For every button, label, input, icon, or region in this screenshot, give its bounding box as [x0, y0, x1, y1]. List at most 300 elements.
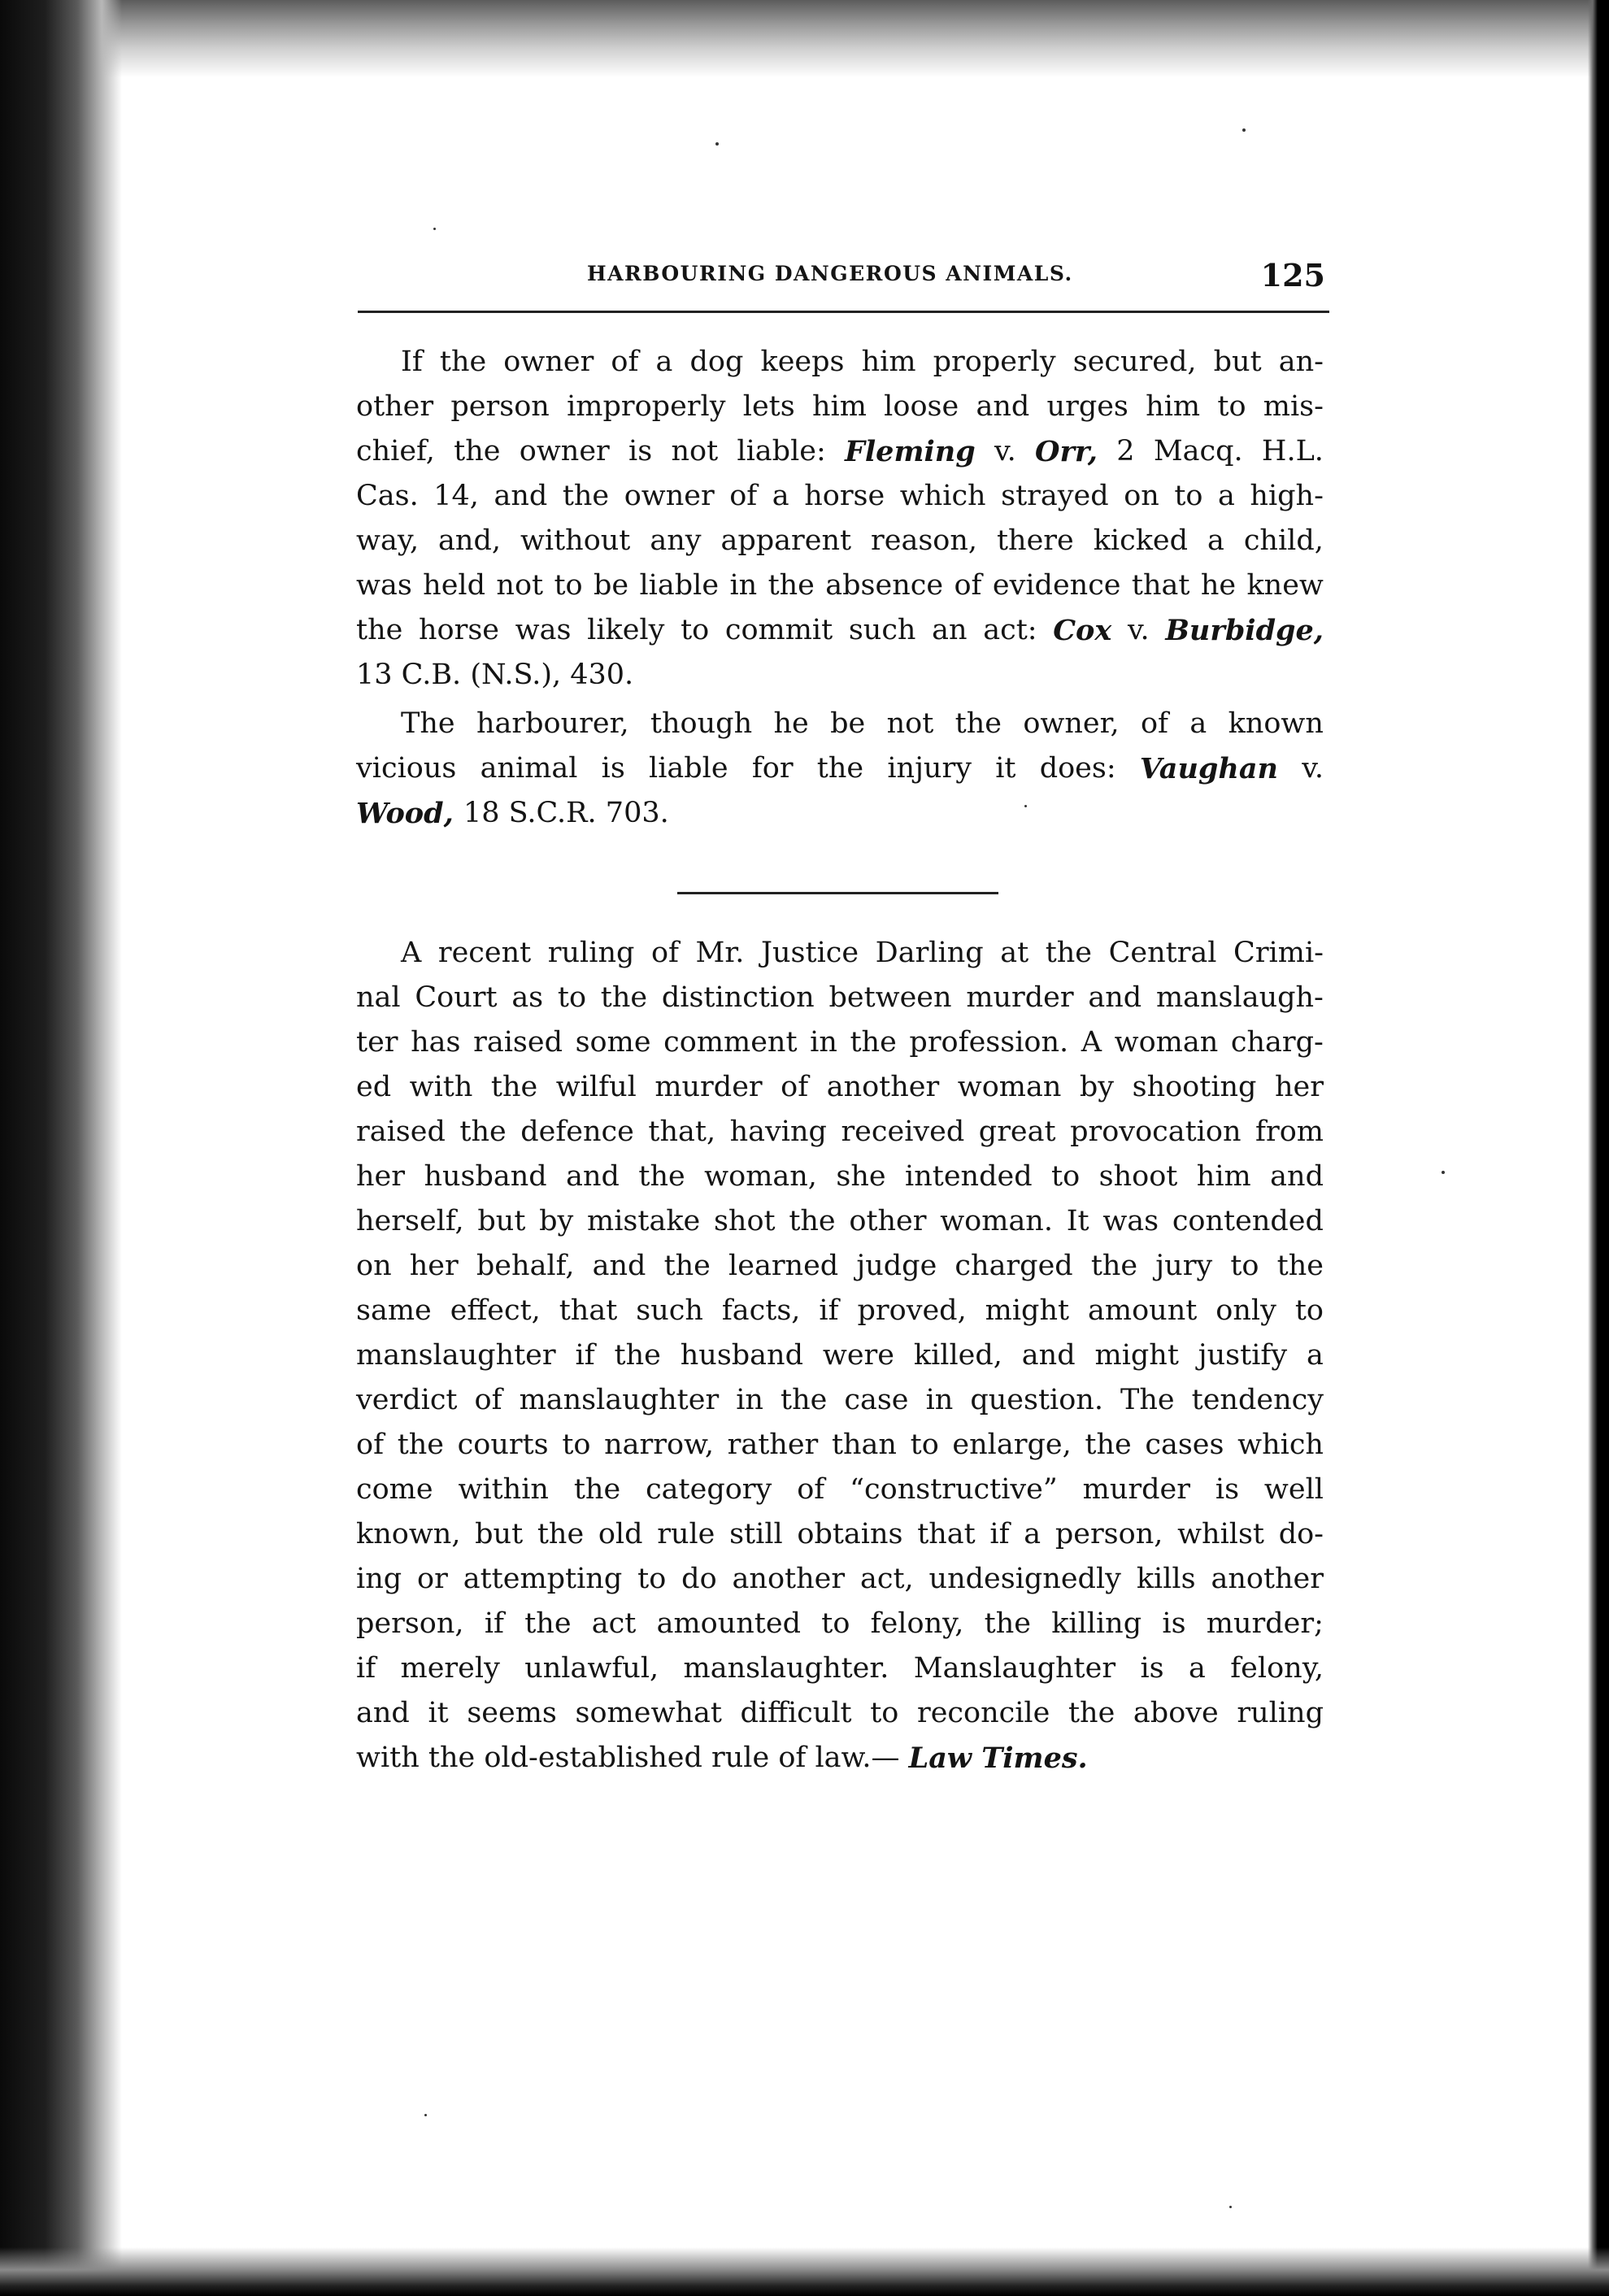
- paragraph-manslaughter-ruling: [356, 931, 1324, 1781]
- word: be: [830, 707, 866, 740]
- word: enlarge,: [952, 1428, 1072, 1461]
- word: person,: [356, 1607, 464, 1640]
- word: It: [1066, 1205, 1089, 1237]
- italic-word: Fleming: [845, 435, 976, 468]
- word: manslaugh-: [1155, 981, 1324, 1014]
- word: does:: [1039, 752, 1116, 785]
- word: such: [636, 1294, 703, 1327]
- word: to: [1230, 1250, 1259, 1282]
- word: having: [729, 1115, 827, 1148]
- word: other: [356, 390, 434, 423]
- word: 2: [1116, 435, 1135, 467]
- text-line: [356, 340, 1324, 385]
- word: known,: [356, 1518, 461, 1550]
- text-line: [356, 1289, 1324, 1333]
- italic-word: Wood,: [356, 797, 463, 830]
- word: another: [1211, 1563, 1324, 1595]
- word: profession.: [909, 1026, 1069, 1059]
- word: felony,: [1230, 1652, 1324, 1685]
- word: other: [849, 1205, 927, 1237]
- word: the: [397, 1428, 445, 1461]
- word: but: [1213, 346, 1262, 378]
- word: C.B.: [401, 659, 471, 691]
- word: owner,: [1023, 707, 1120, 740]
- word: nal: [356, 981, 401, 1014]
- word: learned: [728, 1250, 839, 1282]
- word: owner: [519, 435, 610, 467]
- word: tendency: [1191, 1384, 1324, 1416]
- word: known: [1228, 707, 1324, 740]
- word: of: [954, 569, 982, 602]
- word: is: [1162, 1607, 1186, 1640]
- scan-edge-bottom: [0, 2247, 1609, 2296]
- word: great: [978, 1115, 1056, 1148]
- word: Justice: [760, 937, 859, 969]
- text-line: [356, 702, 1324, 746]
- word: not: [886, 707, 934, 740]
- word: if: [575, 1339, 595, 1372]
- word: by: [1079, 1071, 1115, 1103]
- word: defence: [520, 1115, 634, 1148]
- word: him: [1196, 1160, 1251, 1193]
- word: case: [844, 1384, 909, 1416]
- word: raised: [473, 1026, 563, 1059]
- word: of: [650, 937, 679, 969]
- word: on: [1124, 480, 1159, 512]
- word: if: [819, 1294, 839, 1327]
- word: act: [591, 1607, 637, 1640]
- word: liable: [639, 569, 720, 602]
- word: 14,: [433, 480, 479, 512]
- word: at: [1000, 937, 1029, 969]
- word: reconcile: [916, 1697, 1050, 1729]
- word: the: [1068, 1697, 1115, 1729]
- word: might: [1094, 1339, 1179, 1372]
- word: do-: [1278, 1518, 1324, 1550]
- word: the: [1085, 1428, 1132, 1461]
- word: rule: [657, 1518, 715, 1550]
- text-line: [356, 429, 1324, 474]
- word: and,: [438, 524, 501, 557]
- word: child,: [1243, 524, 1324, 557]
- word: unlawful,: [524, 1652, 659, 1685]
- word: ed: [356, 1071, 392, 1103]
- word: in: [925, 1384, 954, 1416]
- text-line: [356, 791, 1324, 836]
- word: comment: [663, 1026, 798, 1059]
- word: of: [1140, 707, 1169, 740]
- word: to: [637, 1563, 667, 1595]
- word: is: [1215, 1473, 1240, 1506]
- word: kills: [1136, 1563, 1196, 1595]
- word: which: [1237, 1428, 1324, 1461]
- word: there: [996, 524, 1074, 557]
- word: harbourer,: [476, 707, 629, 740]
- word: Macq.: [1153, 435, 1243, 467]
- word: liable: [649, 752, 728, 785]
- text-line: [356, 1602, 1324, 1646]
- word: A: [1081, 1026, 1102, 1059]
- scan-speck: [1229, 2206, 1232, 2208]
- word: amounted: [656, 1607, 801, 1640]
- word: of: [781, 1071, 809, 1103]
- word: to: [870, 1697, 899, 1729]
- word: and: [566, 1160, 620, 1193]
- word: another: [826, 1071, 940, 1103]
- word: justify: [1198, 1339, 1288, 1372]
- word: do: [681, 1563, 717, 1595]
- word: an-: [1278, 346, 1324, 378]
- text-line: [356, 931, 1324, 976]
- text-line: [356, 1244, 1324, 1289]
- word: manslaughter: [356, 1339, 556, 1372]
- word: loose: [884, 390, 959, 423]
- word: ter: [356, 1026, 398, 1059]
- word: and: [356, 1697, 410, 1729]
- section-divider: [677, 892, 998, 894]
- text-line: [356, 1155, 1324, 1199]
- word: improperly: [567, 390, 726, 423]
- word: old: [598, 1518, 643, 1550]
- word: charged: [955, 1250, 1073, 1282]
- word: if: [356, 1652, 376, 1685]
- word: to: [562, 1428, 591, 1461]
- word: way,: [356, 524, 420, 557]
- word: 703.: [605, 797, 678, 829]
- word: of: [778, 1742, 815, 1774]
- word: mistake: [587, 1205, 701, 1237]
- word: strayed: [1001, 480, 1109, 512]
- text-line: [356, 1065, 1324, 1110]
- text-line: [356, 1736, 1324, 1781]
- italic-word: Burbidge,: [1165, 614, 1324, 647]
- word: was: [515, 614, 572, 646]
- word: liable:: [737, 435, 826, 467]
- text-line: [356, 1512, 1324, 1557]
- word: intended: [905, 1160, 1033, 1193]
- word: the: [789, 1205, 836, 1237]
- word: and: [494, 480, 548, 512]
- word: (N.S.),: [470, 659, 571, 691]
- word: person: [450, 390, 550, 423]
- word: the: [428, 1742, 485, 1774]
- word: wilful: [555, 1071, 637, 1103]
- word: ruling: [1237, 1697, 1324, 1729]
- word: to: [1294, 1294, 1324, 1327]
- word: act:: [983, 614, 1037, 646]
- word: effect,: [450, 1294, 541, 1327]
- word: such: [848, 614, 916, 646]
- word: a: [1207, 524, 1224, 557]
- word: animal: [480, 752, 578, 785]
- word: cases: [1145, 1428, 1224, 1461]
- word: of: [474, 1384, 502, 1416]
- word: than: [831, 1428, 897, 1461]
- word: some: [575, 1026, 651, 1059]
- word: as: [511, 981, 544, 1014]
- word: 430.: [570, 659, 643, 691]
- word: old-established: [484, 1742, 711, 1774]
- text-line: [356, 976, 1324, 1020]
- word: A: [401, 937, 422, 969]
- word: The: [401, 707, 455, 740]
- word: killing: [1051, 1607, 1142, 1640]
- word: an: [932, 614, 968, 646]
- word: with: [356, 1742, 428, 1774]
- header-rule: [358, 311, 1329, 313]
- page-number: 125: [1260, 257, 1325, 294]
- word: seems: [467, 1697, 557, 1729]
- word: jury: [1155, 1250, 1213, 1282]
- word: whilst: [1177, 1518, 1264, 1550]
- word: likely: [587, 614, 665, 646]
- word: her: [1274, 1071, 1324, 1103]
- word: which: [899, 480, 986, 512]
- word: v.: [1302, 752, 1324, 785]
- word: be: [593, 569, 629, 602]
- word: above: [1133, 1697, 1219, 1729]
- word: the: [459, 1115, 507, 1148]
- word: keeps: [760, 346, 845, 378]
- word: between: [828, 981, 952, 1014]
- word: behalf,: [476, 1250, 575, 1282]
- word: law.—: [815, 1742, 909, 1774]
- word: come: [356, 1473, 433, 1506]
- text-line: [356, 1110, 1324, 1155]
- word: was: [356, 569, 412, 602]
- word: Manslaughter: [913, 1652, 1116, 1685]
- word: courts: [457, 1428, 549, 1461]
- word: charg-: [1230, 1026, 1324, 1059]
- word: received: [841, 1115, 965, 1148]
- text-line: [356, 1333, 1324, 1378]
- word: he: [1200, 569, 1237, 602]
- word: in: [736, 1384, 763, 1416]
- word: Central: [1108, 937, 1217, 969]
- word: to: [1174, 480, 1203, 512]
- word: and: [1088, 981, 1142, 1014]
- word: S.C.R.: [508, 797, 606, 829]
- text-line: [356, 1199, 1324, 1244]
- word: held: [423, 569, 486, 602]
- word: the: [1090, 1250, 1138, 1282]
- word: If: [401, 346, 423, 378]
- word: that: [559, 1294, 618, 1327]
- word: secured,: [1072, 346, 1197, 378]
- word: any: [650, 524, 702, 557]
- word: of: [797, 1473, 825, 1506]
- text-line: [356, 1691, 1324, 1736]
- word: woman: [1114, 1026, 1219, 1059]
- word: kicked: [1093, 524, 1189, 557]
- word: if: [989, 1518, 1010, 1550]
- word: of: [356, 1428, 385, 1461]
- word: and: [1270, 1160, 1324, 1193]
- word: it: [995, 752, 1016, 785]
- word: and: [976, 390, 1030, 423]
- word: Cas.: [356, 480, 419, 512]
- word: to: [1217, 390, 1246, 423]
- word: but: [475, 1518, 524, 1550]
- word: high-: [1250, 480, 1324, 512]
- word: the: [663, 1250, 711, 1282]
- word: he: [773, 707, 809, 740]
- italic-word: Orr,: [1034, 435, 1098, 468]
- word: the: [454, 435, 501, 467]
- scan-edge-left: [0, 0, 122, 2296]
- word: to: [1051, 1160, 1081, 1193]
- word: him: [1146, 390, 1201, 423]
- word: v.: [994, 435, 1016, 467]
- word: has: [411, 1026, 461, 1059]
- text-line: [356, 1468, 1324, 1512]
- word: the: [850, 1026, 897, 1059]
- word: reason,: [871, 524, 978, 557]
- word: of: [611, 346, 639, 378]
- scan-speck: [715, 142, 719, 146]
- running-head: [358, 257, 1325, 298]
- word: a: [1189, 707, 1207, 740]
- word: husband: [424, 1160, 547, 1193]
- word: knew: [1246, 569, 1324, 602]
- word: H.L.: [1261, 435, 1324, 467]
- text-line: [356, 1378, 1324, 1423]
- word: him: [861, 346, 916, 378]
- word: the: [562, 480, 610, 512]
- word: apparent: [720, 524, 852, 557]
- word: category: [646, 1473, 772, 1506]
- text-line: [356, 608, 1324, 653]
- word: obtains: [797, 1518, 903, 1550]
- text-line: [356, 385, 1324, 429]
- word: woman: [957, 1071, 1062, 1103]
- word: attempting: [463, 1563, 623, 1595]
- word: proved,: [857, 1294, 967, 1327]
- word: husband: [680, 1339, 803, 1372]
- word: another: [732, 1563, 846, 1595]
- word: the: [600, 981, 648, 1014]
- italic-word: Times.: [981, 1742, 1098, 1775]
- word: injury: [887, 752, 972, 785]
- word: in: [810, 1026, 837, 1059]
- text-line: [356, 474, 1324, 519]
- word: a: [1024, 1518, 1042, 1550]
- text-line: [356, 519, 1324, 563]
- word: the: [614, 1339, 661, 1372]
- word: Mr.: [695, 937, 745, 969]
- word: urges: [1046, 390, 1128, 423]
- word: killed,: [913, 1339, 1002, 1372]
- word: a: [1218, 480, 1235, 512]
- word: woman.: [940, 1205, 1053, 1237]
- word: murder: [966, 981, 1074, 1014]
- word: without: [520, 524, 631, 557]
- word: though: [650, 707, 753, 740]
- word: but: [477, 1205, 526, 1237]
- word: within: [458, 1473, 549, 1506]
- word: dog: [689, 346, 744, 378]
- word: of: [729, 480, 758, 512]
- word: only: [1215, 1294, 1276, 1327]
- word: chief,: [356, 435, 435, 467]
- text-line: [356, 1646, 1324, 1691]
- word: to: [557, 981, 587, 1014]
- word: still: [729, 1518, 783, 1550]
- word: narrow,: [604, 1428, 714, 1461]
- word: v.: [1127, 614, 1150, 646]
- word: by: [539, 1205, 574, 1237]
- word: her: [409, 1250, 459, 1282]
- scan-edge-top: [0, 0, 1609, 77]
- word: act,: [859, 1563, 914, 1595]
- word: was: [1102, 1205, 1159, 1237]
- word: “constructive”: [850, 1473, 1058, 1506]
- word: Court: [415, 981, 498, 1014]
- word: the: [781, 1384, 828, 1416]
- word: the: [1276, 1250, 1324, 1282]
- word: it: [428, 1697, 449, 1729]
- word: the: [1045, 937, 1093, 969]
- word: merely: [400, 1652, 500, 1685]
- word: evidence: [992, 569, 1121, 602]
- word: the: [356, 614, 403, 646]
- word: woman,: [704, 1160, 817, 1193]
- word: horse: [804, 480, 885, 512]
- word: same: [356, 1294, 432, 1327]
- word: felony,: [870, 1607, 964, 1640]
- word: absence: [825, 569, 944, 602]
- word: a: [655, 346, 673, 378]
- word: shot: [713, 1205, 776, 1237]
- word: The: [1120, 1384, 1175, 1416]
- word: were: [822, 1339, 894, 1372]
- word: herself,: [356, 1205, 464, 1237]
- word: a: [1188, 1652, 1206, 1685]
- word: rule: [711, 1742, 779, 1774]
- word: might: [985, 1294, 1070, 1327]
- word: facts,: [721, 1294, 801, 1327]
- word: a: [1307, 1339, 1324, 1372]
- word: well: [1263, 1473, 1324, 1506]
- running-title: HARBOURING DANGEROUS ANIMALS.: [587, 262, 1073, 285]
- word: in: [729, 569, 758, 602]
- word: Darling: [875, 937, 984, 969]
- word: she: [836, 1160, 886, 1193]
- word: the: [524, 1607, 572, 1640]
- word: the: [984, 1607, 1031, 1640]
- word: judge: [856, 1250, 937, 1282]
- word: owner: [624, 480, 715, 512]
- word: rather: [727, 1428, 819, 1461]
- paragraph-harbourer: [356, 702, 1324, 836]
- italic-word: Law: [908, 1742, 982, 1775]
- scan-speck: [424, 2114, 427, 2116]
- word: the: [537, 1518, 585, 1550]
- word: from: [1255, 1115, 1324, 1148]
- word: the: [439, 346, 487, 378]
- word: provocation: [1070, 1115, 1242, 1148]
- text-line: [356, 653, 1324, 698]
- word: and: [592, 1250, 646, 1282]
- scan-speck: [433, 228, 436, 230]
- word: mis-: [1263, 390, 1324, 423]
- word: recent: [437, 937, 532, 969]
- word: horse: [418, 614, 500, 646]
- word: lets: [742, 390, 795, 423]
- word: for: [751, 752, 794, 785]
- word: to: [681, 614, 710, 646]
- text-line: [356, 746, 1324, 791]
